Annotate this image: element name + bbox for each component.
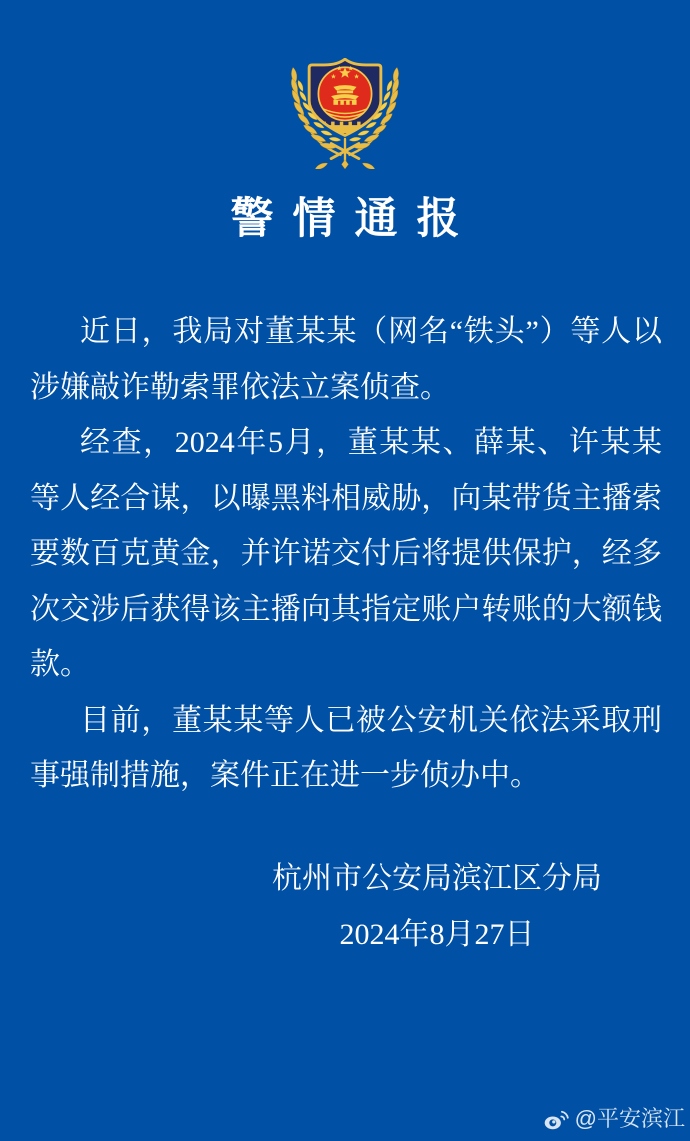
page-title: 警情通报 — [230, 196, 479, 243]
agency-name: 杭州市公安局滨江区分局 — [272, 862, 602, 895]
notice-date: 2024年8月27日 — [339, 918, 535, 951]
notice-paragraph-1: 近日，我局对董某某（网名“铁头”）等人以涉嫌敲诈勒索罪依法立案侦查。 — [30, 315, 662, 404]
weibo-icon — [543, 1108, 570, 1131]
watermark — [543, 1106, 685, 1132]
notice-paragraph-2: 经查，2024年5月，董某某、薛某、许某某等人经合谋，以曝黑料相威胁，向某带货主播索要数百克黄金，并许诺交付后将提供保护，经多次交涉后获得该主播向其指定账户转账的大额钱款。 — [30, 426, 662, 681]
notice-body — [30, 304, 662, 804]
notice-paragraph-3: 目前，董某某等人已被公安机关依法采取刑事强制措施，案件正在进一步侦办中。 — [30, 703, 662, 792]
signature-block — [272, 851, 602, 963]
watermark-handle: @平安滨江 — [574, 1106, 685, 1131]
police-badge-icon — [287, 58, 403, 169]
